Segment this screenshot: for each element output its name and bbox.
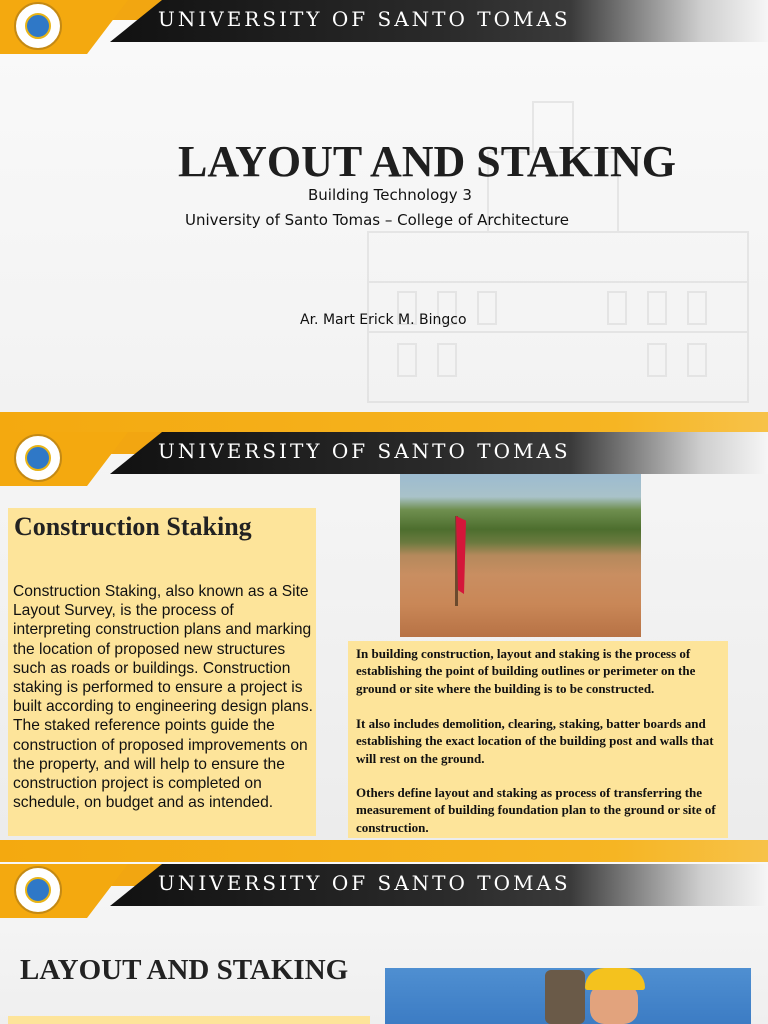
- ust-seal-icon: [14, 434, 62, 482]
- definition-paragraph: In building construction, layout and staking is the process of establishing the point of building outlines or perimeter on the ground or site where the building is to be constructed.: [356, 646, 696, 696]
- construction-staking-panel: [8, 508, 316, 836]
- definition-paragraph: It also includes demolition, clearing, staking, batter boards and establishing the exact location of the building post and walls that will rest on the ground.: [356, 716, 714, 766]
- building-background-image: [308, 82, 768, 412]
- college-subtitle: University of Santo Tomas – College of Architecture: [185, 211, 569, 229]
- university-title: UNIVERSITY OF SANTO TOMAS: [158, 439, 571, 463]
- slide-title: [0, 0, 768, 412]
- author-name: Ar. Mart Erick M. Bingco: [300, 312, 467, 328]
- construction-staking-heading: Construction Staking: [14, 512, 252, 541]
- gold-strip: [0, 840, 768, 862]
- ust-seal-icon: [14, 866, 62, 914]
- presentation-title: LAYOUT AND STAKING: [178, 137, 676, 186]
- surveyor-photo: [385, 968, 751, 1024]
- survey-instrument: [545, 970, 585, 1024]
- definition-panel: [348, 641, 728, 838]
- hard-hat: [585, 968, 645, 990]
- construction-staking-body: Construction Staking, also known as a Site Layout Survey, is the process of interpreting construction plans and marking the location of proposed new structures such as roads or buildings. Construction staking is performed to ensure a project is built according to engineering design plans. The staked reference points guide the construction of proposed improvements on the property, and will help to ensure the construction project is completed on schedule, on budget and as intended.: [13, 583, 313, 812]
- surveyor-face: [590, 984, 638, 1024]
- slide-construction-staking: [0, 412, 768, 840]
- text-panel: [8, 1016, 370, 1024]
- header-banner: [0, 432, 768, 486]
- header-banner: [0, 864, 768, 918]
- definition-paragraph: Others define layout and staking as process of transferring the measurement of building foundation plan to the ground or site of construction.: [356, 785, 716, 835]
- slide-heading: LAYOUT AND STAKING: [20, 954, 349, 986]
- header-banner: [0, 0, 768, 54]
- stake-flag-photo: [400, 474, 641, 637]
- gold-strip: [0, 412, 768, 434]
- course-subtitle: Building Technology 3: [308, 186, 472, 204]
- slide-layout-staking: [0, 840, 768, 1024]
- university-title: UNIVERSITY OF SANTO TOMAS: [158, 7, 571, 31]
- university-title: UNIVERSITY OF SANTO TOMAS: [158, 871, 571, 895]
- ust-seal-icon: [14, 2, 62, 50]
